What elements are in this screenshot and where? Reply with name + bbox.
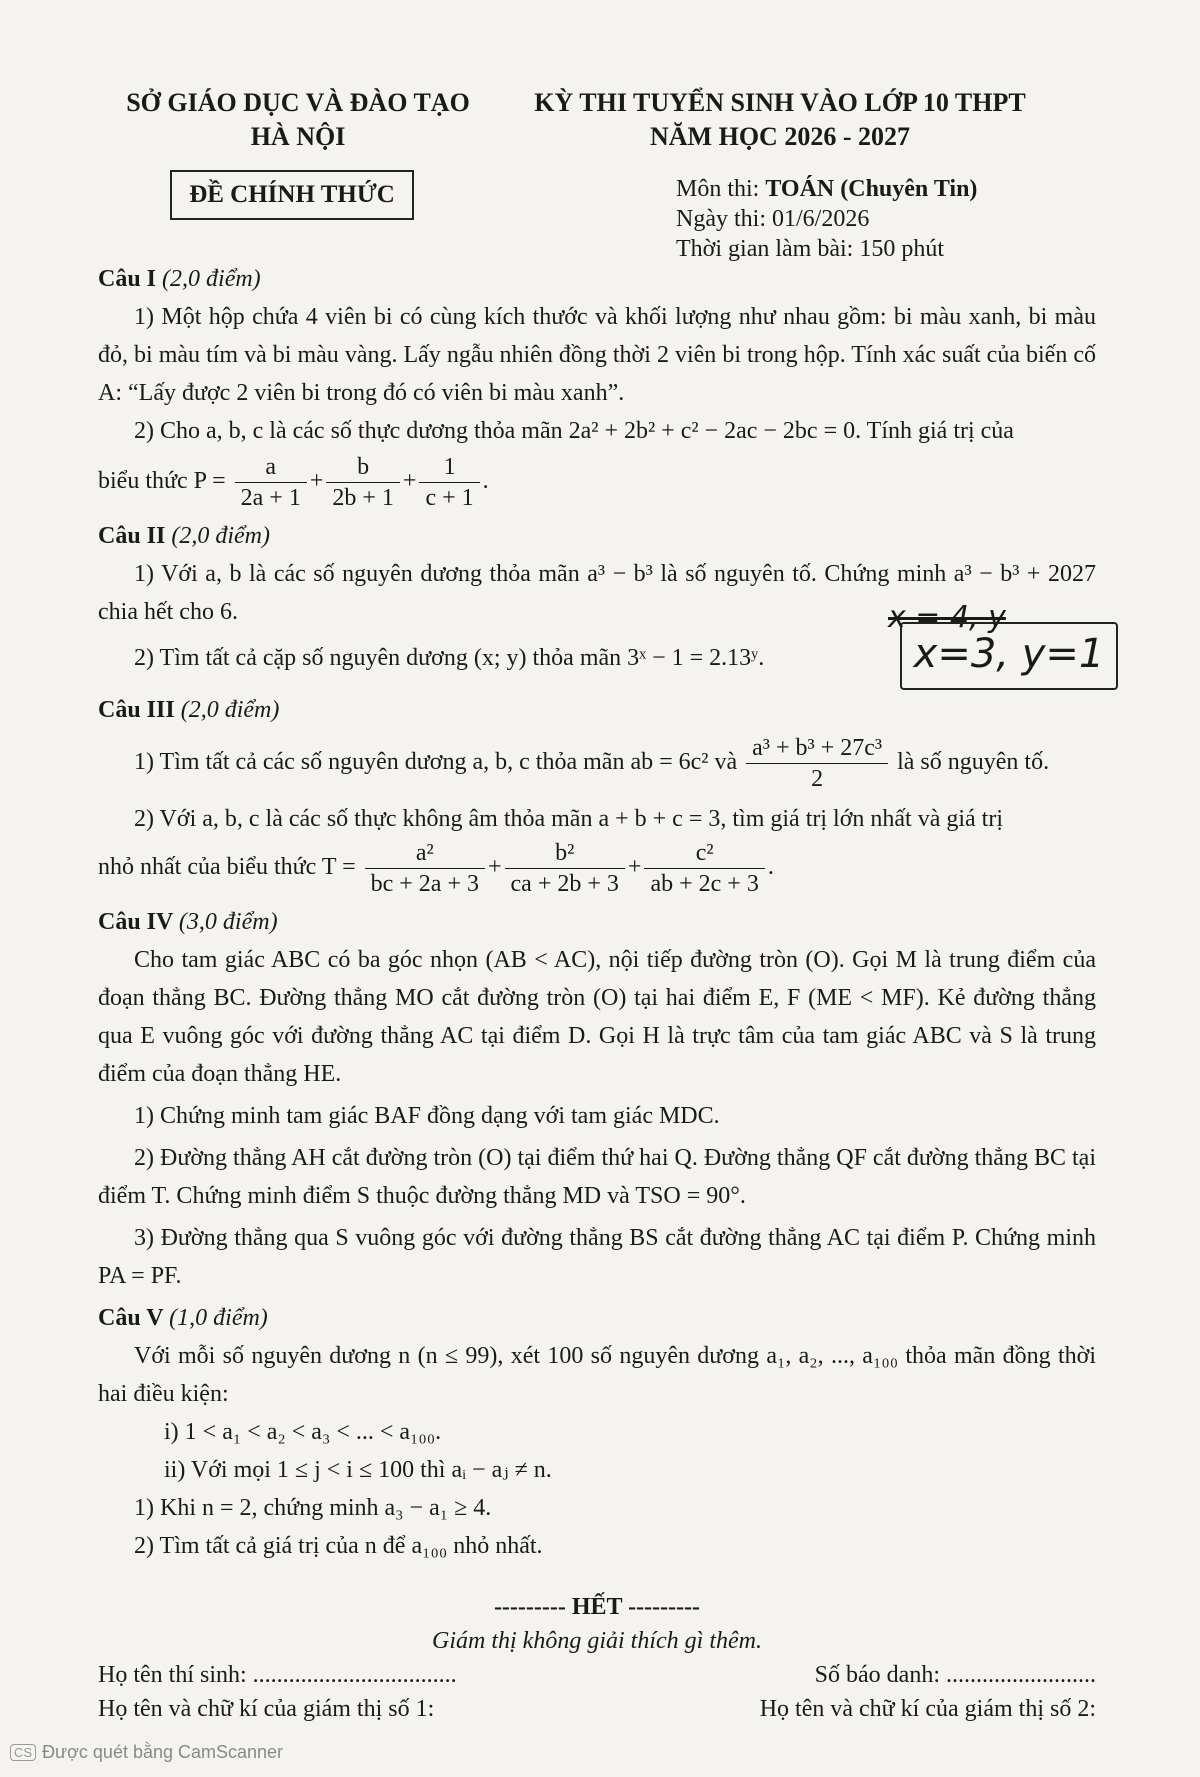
question-title: Câu IV	[98, 909, 173, 935]
camscanner-watermark	[10, 1742, 283, 1763]
numerator: a²	[415, 840, 434, 866]
end-marker: --------- HẾT ---------	[493, 1594, 701, 1620]
fraction	[235, 452, 307, 513]
question-points: (1,0 điểm)	[169, 1305, 268, 1331]
denominator: 2b + 1	[326, 482, 400, 513]
exam-footer	[98, 1590, 1096, 1726]
question-points: (2,0 điểm)	[162, 266, 261, 292]
exam-meta	[676, 174, 977, 264]
issuer-line-2: HÀ NỘI	[250, 122, 346, 151]
question-5-heading	[98, 1299, 1096, 1337]
numerator: a	[265, 454, 277, 480]
camscanner-icon: CS	[10, 1744, 36, 1761]
exam-title-block	[520, 86, 1040, 154]
question-2-heading	[98, 517, 1096, 555]
numerator: a³ + b³ + 27c³	[752, 735, 883, 761]
signature-row	[98, 1692, 1096, 1726]
numerator: b²	[555, 840, 575, 866]
exam-date: Ngày thi: 01/6/2026	[676, 206, 870, 232]
handwritten-strike-note: x = 4, y	[888, 600, 1006, 635]
expr-prefix: nhỏ nhất của biểu thức T =	[98, 854, 356, 881]
numerator: 1	[443, 454, 456, 480]
official-stamp-box: ĐỀ CHÍNH THỨC	[170, 170, 414, 220]
q3-expression: nhỏ nhất của biểu thức T = $\frac{\text{a²}}{bc + 2a + 3}$ + $\frac{\text{b²}}{ca + 2b + 3}$ + $\frac{\text{c²}}{ab + 2c + 3}$ .	[98, 840, 774, 897]
question-points: (2,0 điểm)	[180, 697, 280, 723]
camscanner-text: Được quét bằng CamScanner	[42, 1742, 284, 1762]
q2-part-1: 1) Với a, b là các số nguyên dương thỏa mãn a³ − b³ là số nguyên tố. Chứng minh a³ − b³ + 2027 chia hết cho 6.	[98, 561, 1096, 625]
question-title: Câu II	[98, 523, 166, 549]
candidate-row	[98, 1658, 1096, 1692]
proctor-1-signature: Họ tên và chữ kí của giám thị số 1:	[98, 1696, 435, 1722]
question-1-heading	[98, 260, 1096, 298]
fraction	[326, 452, 400, 513]
numerator: b	[357, 454, 370, 480]
denominator: 2	[746, 763, 888, 794]
q5-part-1: 1) Khi n = 2, chứng minh a₃ − a₁ ≥ 4.	[134, 1495, 492, 1521]
question-points: (2,0 điểm)	[171, 523, 270, 549]
q3-part-1-text: 1) Tìm tất cả các số nguyên dương a, b, c thỏa mãn ab = 6c² và	[134, 749, 738, 776]
subject-label: Môn thi:	[676, 176, 766, 202]
exam-content	[98, 256, 1096, 1565]
candidate-id-field: Số báo danh: .........................	[814, 1662, 1096, 1688]
fraction	[746, 733, 888, 794]
question-title: Câu V	[98, 1305, 164, 1331]
fraction	[419, 452, 479, 513]
question-points: (3,0 điểm)	[178, 909, 278, 935]
question-title: Câu I	[98, 266, 157, 292]
denominator: ab + 2c + 3	[644, 868, 764, 899]
q4-intro: Cho tam giác ABC có ba góc nhọn (AB < AC), nội tiếp đường tròn (O). Gọi M là trung điểm của đoạn thẳng BC. Đường thẳng MO cắt đường tròn (O) tại hai điểm E, F (ME < MF). Kẻ đường thẳng qua E vuông góc với đường thẳng AC tại điểm D. Gọi H là trực tâm của tam giác ABC và S là trung điểm của đoạn thẳng HE.	[98, 947, 1096, 1087]
denominator: 2a + 1	[235, 482, 307, 513]
q4-part-2: 2) Đường thẳng AH cắt đường tròn (O) tại điểm thứ hai Q. Đường thẳng QF cắt đường thẳng BC tại điểm T. Chứng minh điểm S thuộc đường thẳng MD và TSO = 90°.	[98, 1145, 1096, 1209]
handwritten-answer-box: x=3, y=1	[900, 622, 1118, 690]
question-4-heading	[98, 903, 1096, 941]
fraction	[365, 838, 485, 899]
q1-expression: biểu thức P = $\frac{a}{2a + 1}$ + $\frac{b}{2b + 1}$ + $\frac{1}{c + 1}$ .	[98, 454, 489, 511]
q4-part-3: 3) Đường thẳng qua S vuông góc với đường thẳng BS cắt đường thẳng AC tại điểm P. Chứng minh PA = PF.	[98, 1225, 1096, 1289]
question-title: Câu III	[98, 697, 175, 723]
q3-part-2: 2) Với a, b, c là các số thực không âm thỏa mãn a + b + c = 3, tìm giá trị lớn nhất và giá trị	[134, 806, 1004, 832]
school-year: NĂM HỌC 2026 - 2027	[650, 122, 910, 151]
exam-title: KỲ THI TUYỂN SINH VÀO LỚP 10 THPT	[534, 88, 1026, 117]
q1-part-1: 1) Một hộp chứa 4 viên bi có cùng kích thước và khối lượng như nhau gồm: bi màu xanh, bi màu đỏ, bi màu tím và bi màu vàng. Lấy ngẫu nhiên đồng thời 2 viên bi trong hộp. Tính xác suất của biến cố A: “Lấy được 2 viên bi trong đó có viên bi màu xanh”.	[98, 304, 1096, 406]
q2-part-2: 2) Tìm tất cả cặp số nguyên dương (x; y) thỏa mãn 3ˣ − 1 = 2.13ʸ.	[134, 645, 765, 671]
q3-part-1-suffix: là số nguyên tố.	[897, 749, 1050, 776]
issuer-block	[118, 86, 478, 154]
question-3-heading	[98, 691, 1096, 729]
proctor-2-signature: Họ tên và chữ kí của giám thị số 2:	[759, 1696, 1096, 1722]
denominator: c + 1	[419, 482, 479, 513]
subject-value: TOÁN (Chuyên Tin)	[765, 176, 978, 202]
q1-part-2: 2) Cho a, b, c là các số thực dương thỏa mãn 2a² + 2b² + c² − 2ac − 2bc = 0. Tính giá trị của	[134, 418, 1014, 444]
exam-duration: Thời gian làm bài: 150 phút	[676, 236, 944, 262]
fraction	[505, 838, 625, 899]
subject-line	[676, 174, 977, 204]
fraction	[644, 838, 764, 899]
denominator: bc + 2a + 3	[365, 868, 485, 899]
proctor-note: Giám thị không giải thích gì thêm.	[432, 1628, 762, 1654]
denominator: ca + 2b + 3	[505, 868, 625, 899]
issuer-line-1: SỞ GIÁO DỤC VÀ ĐÀO TẠO	[126, 88, 470, 117]
q3-part-1	[98, 733, 1096, 794]
expr-prefix: biểu thức P =	[98, 468, 226, 495]
q5-intro: Với mỗi số nguyên dương n (n ≤ 99), xét 100 số nguyên dương a₁, a₂, ..., a₁₀₀ thỏa mãn đồng thời hai điều kiện:	[98, 1343, 1096, 1407]
q5-part-2: 2) Tìm tất cả giá trị của n để a₁₀₀ nhỏ nhất.	[134, 1533, 543, 1559]
q5-condition-1: i) 1 < a₁ < a₂ < a₃ < ... < a₁₀₀.	[164, 1419, 442, 1445]
q4-part-1: 1) Chứng minh tam giác BAF đồng dạng với tam giác MDC.	[134, 1103, 720, 1129]
q5-condition-2: ii) Với mọi 1 ≤ j < i ≤ 100 thì aᵢ − aⱼ ≠ n.	[164, 1457, 552, 1483]
numerator: c²	[695, 840, 714, 866]
candidate-name-field: Họ tên thí sinh: ..................................	[98, 1662, 457, 1688]
